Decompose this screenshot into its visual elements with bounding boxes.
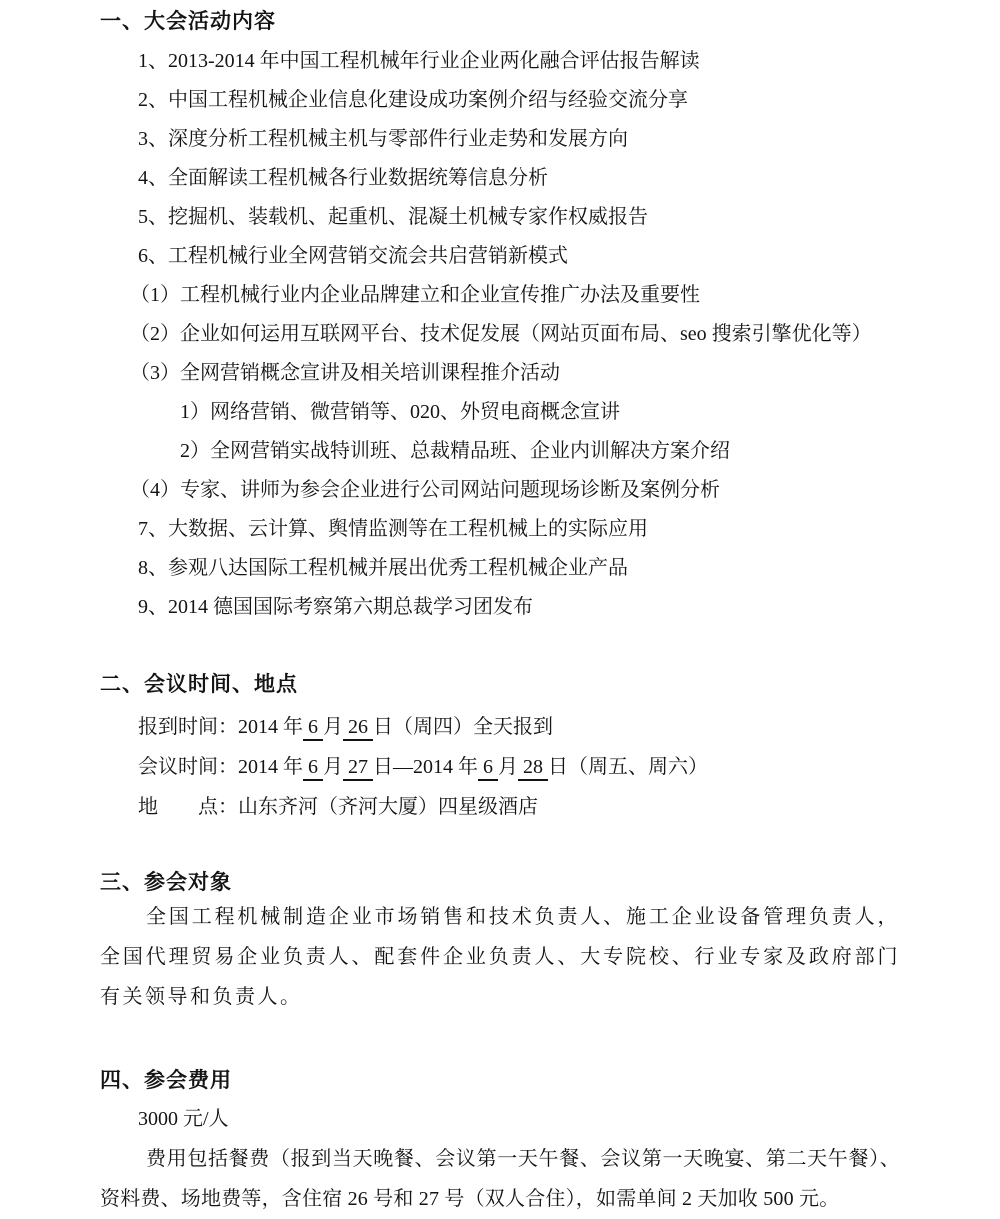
meeting-info-line <box>100 747 900 787</box>
activity-item: （4）专家、讲师为参会企业进行公司网站问题现场诊断及案例分析 <box>130 479 720 501</box>
activity-item: 1、2013-2014 年中国工程机械年行业企业两化融合评估报告解读 <box>138 50 700 72</box>
text-segment: 日（周五、周六） <box>548 756 708 778</box>
section2-heading: 二、会议时间、地点 <box>100 673 298 696</box>
underlined-date-blank: 6 <box>478 756 498 781</box>
activity-item: 5、挖掘机、装载机、起重机、混凝土机械专家作权威报告 <box>138 206 648 228</box>
meeting-info-line <box>100 787 900 827</box>
text-segment: 地 点：山东齐河（齐河大厦）四星级酒店 <box>138 796 538 818</box>
activity-item: 9、2014 德国国际考察第六期总裁学习团发布 <box>138 596 533 618</box>
underlined-date-blank: 27 <box>343 756 373 781</box>
section1-heading: 一、大会活动内容 <box>100 10 276 33</box>
fees-paragraph: 费用包括餐费（报到当天晚餐、会议第一天午餐、会议第一天晚宴、第二天午餐）、资料费、场地费等，含住宿 26 号和 27 号（双人合住），如需单间 2 天加收 500 元。 <box>100 1148 900 1210</box>
text-segment: 月 <box>498 756 518 778</box>
meeting-info-lines <box>100 707 900 827</box>
attendees-paragraph: 全国工程机械制造企业市场销售和技术负责人、施工企业设备管理负责人，全国代理贸易企业负责人、配套件企业负责人、大专院校、行业专家及政府部门有关领导和负责人。 <box>100 906 900 1008</box>
meeting-info-line <box>100 707 900 747</box>
underlined-date-blank: 6 <box>303 716 323 741</box>
activity-item: （1）工程机械行业内企业品牌建立和企业宣传推广办法及重要性 <box>130 284 700 306</box>
activity-item: 1）网络营销、微营销等、020、外贸电商概念宣讲 <box>180 401 620 423</box>
text-segment: 日（周四）全天报到 <box>373 716 553 738</box>
activity-item: （3）全网营销概念宣讲及相关培训课程推介活动 <box>130 362 560 384</box>
activity-item: 3、深度分析工程机械主机与零部件行业走势和发展方向 <box>138 128 628 150</box>
text-segment: 月 <box>323 716 343 738</box>
section3-heading: 三、参会对象 <box>100 871 232 894</box>
underlined-date-blank: 28 <box>518 756 548 781</box>
activity-item: 2）全网营销实战特训班、总裁精品班、企业内训解决方案介绍 <box>180 440 730 462</box>
text-segment: 月 <box>323 756 343 778</box>
activities-list <box>100 42 900 627</box>
text-segment: 日—2014 年 <box>373 756 478 778</box>
section4-heading: 四、参会费用 <box>100 1069 232 1092</box>
activity-item: 4、全面解读工程机械各行业数据统筹信息分析 <box>138 167 548 189</box>
underlined-date-blank: 26 <box>343 716 373 741</box>
activity-item: 8、参观八达国际工程机械并展出优秀工程机械企业产品 <box>138 557 628 579</box>
activity-item: （2）企业如何运用互联网平台、技术促发展（网站页面布局、seo 搜索引擎优化等） <box>130 323 872 345</box>
activity-item: 6、工程机械行业全网营销交流会共启营销新模式 <box>138 245 568 267</box>
text-segment: 会议时间：2014 年 <box>138 756 303 778</box>
activity-item: 7、大数据、云计算、舆情监测等在工程机械上的实际应用 <box>138 518 648 540</box>
price-line: 3000 元/人 <box>138 1108 229 1130</box>
underlined-date-blank: 6 <box>303 756 323 781</box>
activity-item: 2、中国工程机械企业信息化建设成功案例介绍与经验交流分享 <box>138 89 688 111</box>
text-segment: 报到时间：2014 年 <box>138 716 303 738</box>
